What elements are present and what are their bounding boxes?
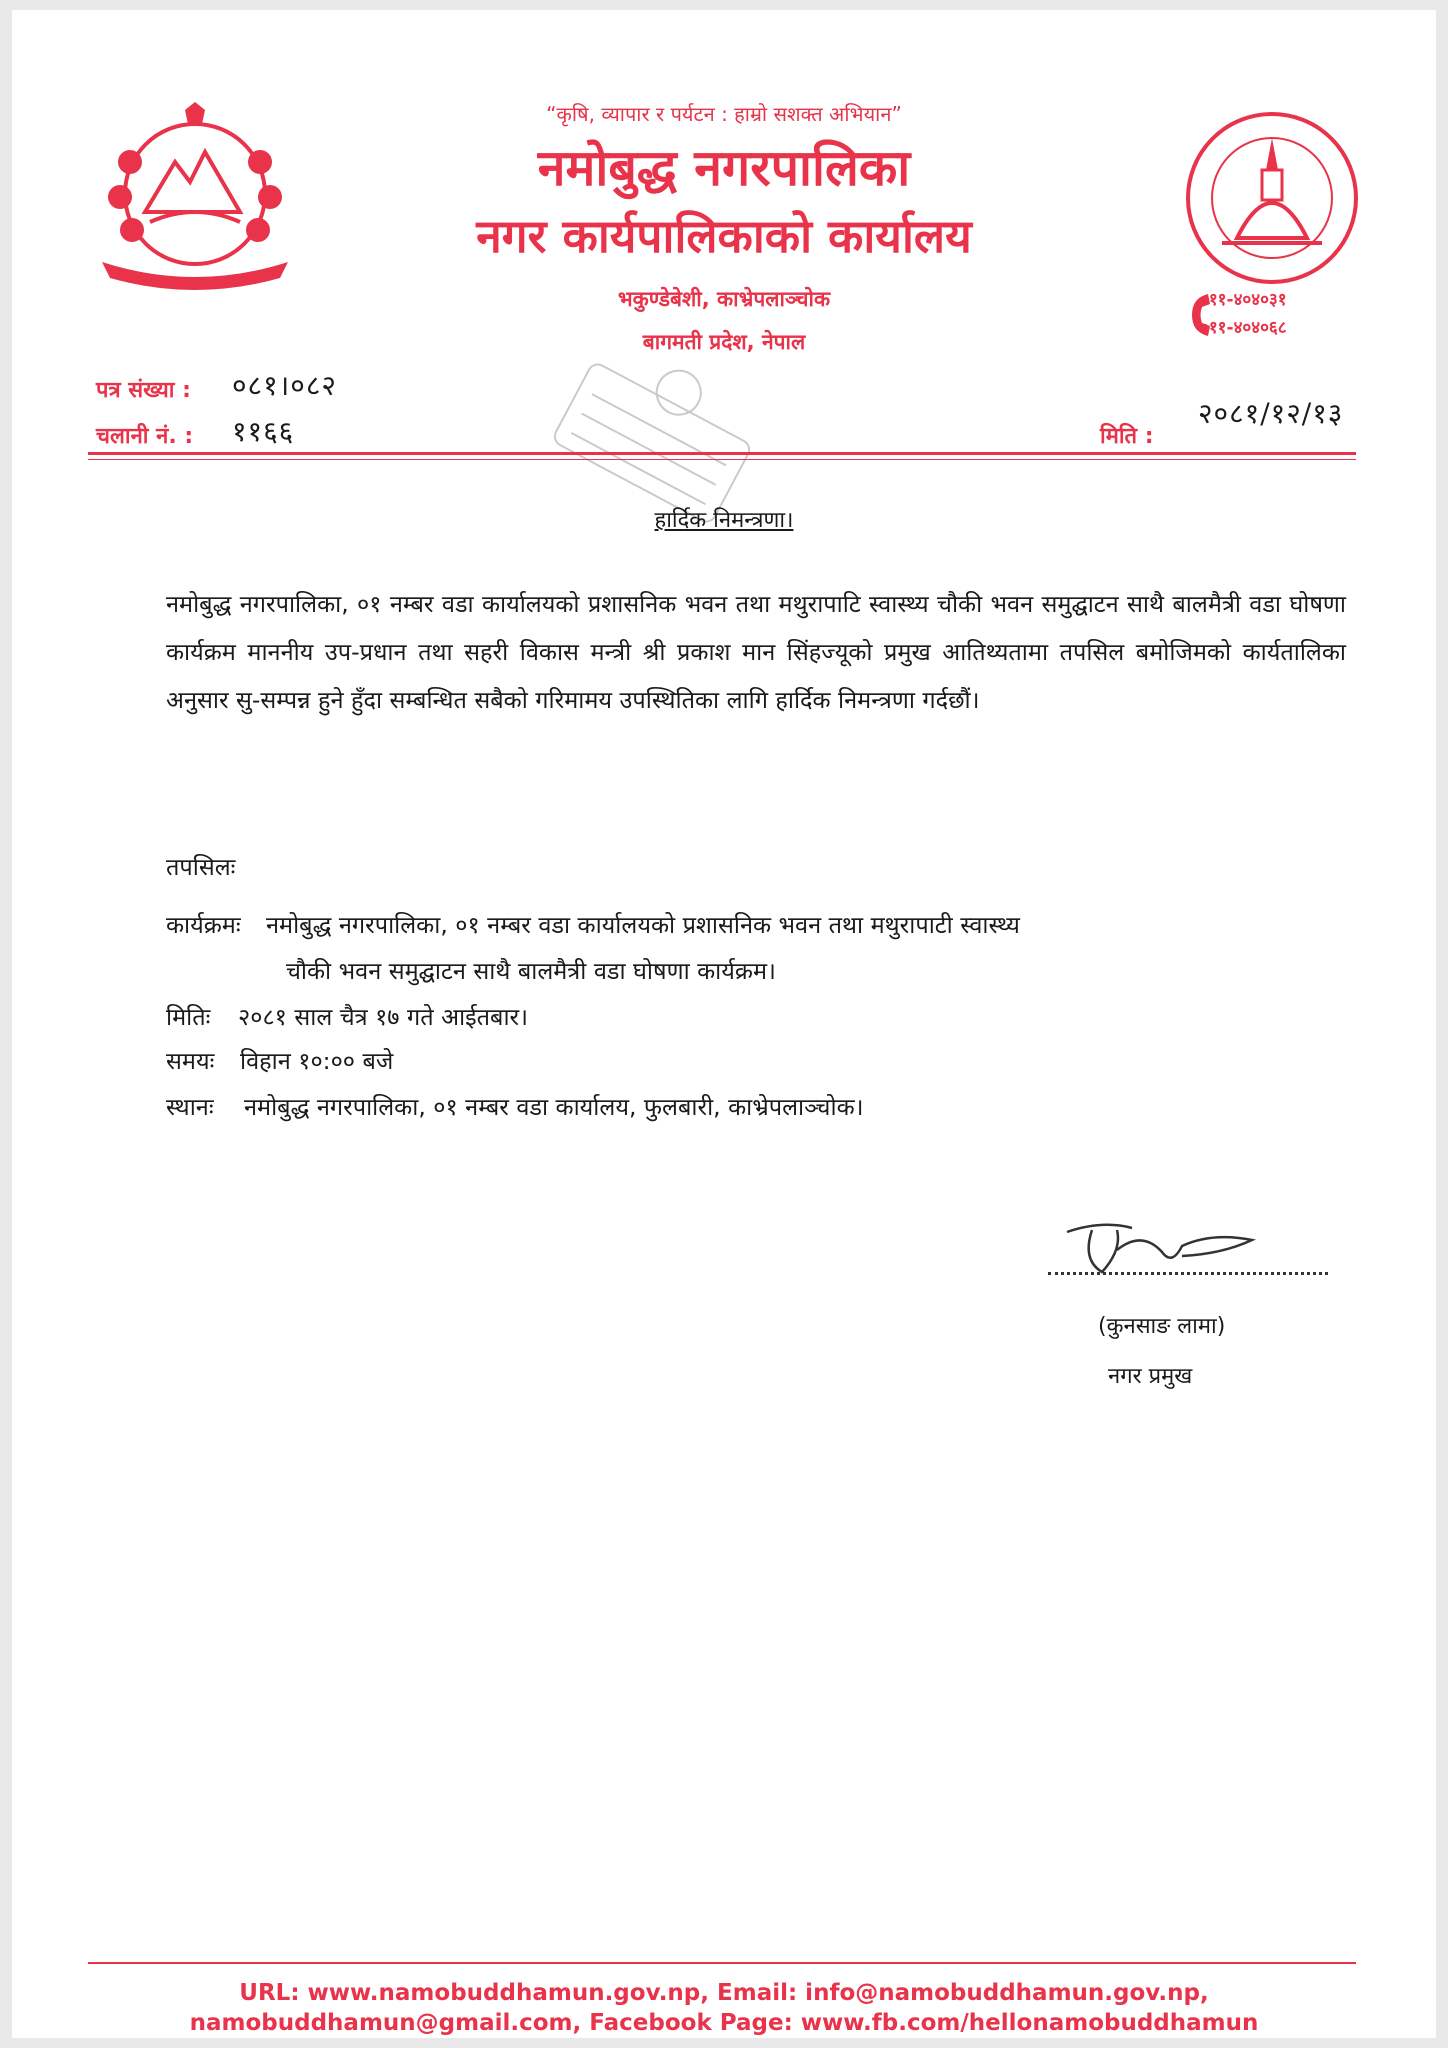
address-line-2: बागमती प्रदेश, नेपाल bbox=[642, 330, 806, 354]
event-date-label: मितिः bbox=[166, 1003, 211, 1031]
program-label: कार्यक्रमः bbox=[166, 911, 241, 939]
signatory-title: नगर प्रमुख bbox=[1108, 1364, 1193, 1389]
event-venue-label: स्थानः bbox=[166, 1093, 214, 1121]
signatory-name: (कुनसाङ लामा) bbox=[1098, 1314, 1226, 1339]
program-line-1: नमोबुद्ध नगरपालिका, ०१ नम्बर वडा कार्यालयको प्रशासनिक भवन तथा मथुरापाटी स्वास्थ्य bbox=[266, 911, 1020, 939]
phone-numbers bbox=[1200, 286, 1287, 342]
office-stamp bbox=[542, 358, 762, 528]
event-venue-value: नमोबुद्ध नगरपालिका, ०१ नम्बर वडा कार्यालय, फुलबारी, काभ्रेपलाञ्चोक। bbox=[244, 1093, 864, 1121]
footer-rule bbox=[88, 1962, 1356, 1964]
dispatch-no-value: ११६६ bbox=[232, 415, 295, 448]
date-value: २०८१/१२/१३ bbox=[1198, 397, 1344, 430]
letter-no-label: पत्र संख्या : bbox=[96, 378, 191, 403]
letter-page bbox=[12, 10, 1436, 2038]
header-rule bbox=[88, 452, 1356, 455]
header-rule-thin bbox=[88, 459, 1356, 460]
subject: हार्दिक निमन्त्रणा। bbox=[654, 508, 794, 533]
handwritten-signature bbox=[1062, 1210, 1272, 1280]
event-time-value: विहान १०:०० बजे bbox=[240, 1047, 394, 1075]
phone-2: ०११-४०४०६८ bbox=[1200, 318, 1287, 338]
signature-line bbox=[1048, 1272, 1328, 1275]
org-name: नमोबुद्ध नगरपालिका bbox=[537, 139, 911, 197]
program-line-2: चौकी भवन समुद्घाटन साथै बालमैत्री वडा घोषणा कार्यक्रम। bbox=[286, 957, 776, 985]
phone-1: ०११-४०४०३१ bbox=[1200, 290, 1287, 310]
office-name: नगर कार्यपालिकाको कार्यालय bbox=[476, 209, 972, 263]
address-line-1: भकुण्डेबेशी, काभ्रेपलाञ्चोक bbox=[617, 287, 831, 311]
footer-line-1: URL: www.namobuddhamun.gov.np, Email: info@namobuddhamun.gov.np, bbox=[239, 1980, 1209, 2006]
event-date-value: २०८१ साल चैत्र १७ गते आईतबार। bbox=[238, 1003, 529, 1031]
event-time-label: समयः bbox=[166, 1047, 215, 1075]
dispatch-no-label: चलानी नं. : bbox=[96, 424, 194, 449]
details-heading: तपसिलः bbox=[166, 853, 236, 881]
body-paragraph: नमोबुद्ध नगरपालिका, ०१ नम्बर वडा कार्यालयको प्रशासनिक भवन तथा मथुरापाटि स्वास्थ्य चौकी भवन समुद्घाटन साथै बालमैत्री वडा घोषणा कार्यक्रम माननीय उप-प्रधान तथा सहरी विकास मन्त्री श्री प्रकाश मान सिंहज्यूको प्रमुख आतिथ्यतामा तपसिल बमोजिमको कार्यतालिका अनुसार सु-सम्पन्न हुने हुँदा सम्बन्धित सबैको गरिमामय उपस्थितिका लागि हार्दिक निमन्त्रणा गर्दछौं। bbox=[166, 590, 1346, 714]
date-label: मिति : bbox=[1100, 424, 1154, 449]
footer-line-2: namobuddhamun@gmail.com, Facebook Page: www.fb.com/hellonamobuddhamun bbox=[189, 2010, 1259, 2036]
slogan: “कृषि, व्यापार र पर्यटन : हाम्रो सशक्त अभियान” bbox=[546, 102, 902, 126]
letter-no-value: ०८१।०८२ bbox=[232, 369, 337, 402]
